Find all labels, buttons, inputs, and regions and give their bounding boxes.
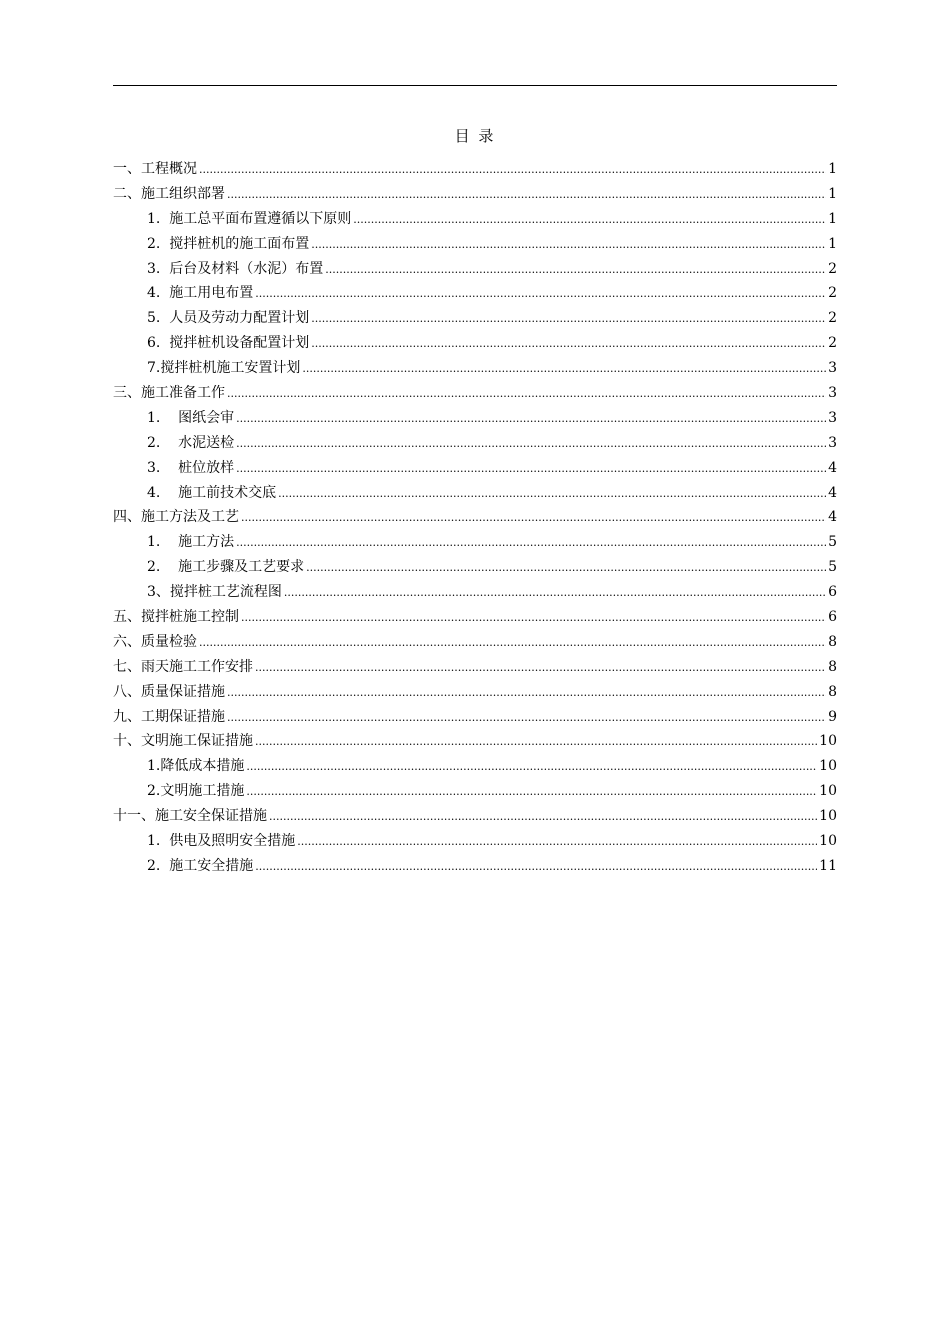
toc-dot-leader	[227, 681, 826, 706]
toc-dot-leader	[236, 531, 826, 556]
toc-entry[interactable]	[113, 630, 837, 655]
toc-entry-label: 十一、施工安全保证措施	[113, 808, 267, 825]
toc-entry[interactable]	[113, 705, 837, 730]
toc-dot-leader	[236, 407, 826, 432]
toc-entry-page-number: 3	[828, 360, 837, 377]
toc-entry[interactable]	[113, 331, 837, 356]
toc-entry-label: 十、文明施工保证措施	[113, 733, 253, 750]
toc-entry[interactable]	[113, 356, 837, 381]
toc-entry[interactable]	[113, 580, 837, 605]
toc-entry-page-number: 10	[819, 758, 837, 775]
toc-entry-page-number: 3	[828, 434, 837, 451]
toc-entry-label: 3. 桩位放样	[147, 459, 235, 476]
toc-entry-label: 2.文明施工措施	[147, 783, 245, 800]
toc-dot-leader	[199, 631, 826, 656]
toc-dot-leader	[302, 357, 826, 382]
toc-dot-leader	[255, 730, 817, 755]
toc-entry-label: 5. 人员及劳动力配置计划	[147, 310, 310, 327]
toc-entry-label: 二、施工组织部署	[113, 185, 225, 202]
toc-dot-leader	[311, 307, 826, 332]
toc-entry-label: 4. 施工用电布置	[147, 285, 254, 302]
toc-entry-page-number: 8	[828, 633, 837, 650]
toc-entry[interactable]	[113, 754, 837, 779]
toc-entry-page-number: 3	[828, 385, 837, 402]
toc-entry[interactable]	[113, 530, 837, 555]
toc-dot-leader	[227, 183, 826, 208]
toc-entry[interactable]	[113, 456, 837, 481]
toc-entry[interactable]	[113, 655, 837, 680]
toc-entry[interactable]	[113, 381, 837, 406]
toc-entry-label: 1. 施工方法	[147, 534, 235, 551]
toc-entry-label: 7.搅拌桩机施工安置计划	[147, 360, 301, 377]
toc-dot-leader	[227, 382, 826, 407]
toc-entry-page-number: 1	[828, 161, 837, 177]
toc-entry-page-number: 1	[828, 210, 837, 227]
toc-entry-label: 3、搅拌桩工艺流程图	[147, 584, 282, 601]
toc-entry-label: 1. 图纸会审	[147, 409, 235, 426]
toc-dot-leader	[227, 706, 826, 731]
toc-dot-leader	[246, 755, 817, 780]
toc-entry-label: 四、施工方法及工艺	[113, 509, 239, 526]
toc-entry-page-number: 4	[828, 509, 837, 526]
toc-entry-label: 6. 搅拌桩机设备配置计划	[147, 335, 310, 352]
toc-entry[interactable]	[113, 306, 837, 331]
toc-entry-page-number: 2	[828, 260, 837, 277]
toc-entry[interactable]	[113, 232, 837, 257]
toc-entry-label: 一、工程概况	[113, 161, 197, 177]
toc-dot-leader	[241, 606, 826, 631]
toc-dot-leader	[284, 581, 826, 606]
toc-entry[interactable]	[113, 804, 837, 829]
toc-entry-page-number: 5	[828, 559, 837, 576]
toc-entry-page-number: 2	[828, 310, 837, 327]
toc-entry-label: 4. 施工前技术交底	[147, 484, 277, 501]
toc-entry-label: 2. 施工安全措施	[147, 857, 254, 874]
toc-title: 目 录	[454, 127, 496, 145]
toc-entry-page-number: 10	[819, 783, 837, 800]
toc-entry[interactable]	[113, 281, 837, 306]
toc-dot-leader	[278, 482, 826, 507]
toc-entry-label: 三、施工准备工作	[113, 385, 225, 402]
toc-entry-label: 五、搅拌桩施工控制	[113, 609, 239, 626]
toc-entry-page-number: 10	[819, 808, 837, 825]
toc-entry-page-number: 9	[828, 708, 837, 725]
toc-entry-page-number: 10	[819, 733, 837, 750]
toc-dot-leader	[241, 506, 826, 531]
table-of-contents	[113, 157, 837, 879]
toc-entry-page-number: 1	[828, 235, 837, 252]
toc-entry-label: 1. 施工总平面布置遵循以下原则	[147, 210, 352, 227]
toc-dot-leader	[306, 556, 826, 581]
toc-dot-leader	[246, 780, 817, 805]
toc-entry-page-number: 8	[828, 683, 837, 700]
toc-entry[interactable]	[113, 406, 837, 431]
toc-entry[interactable]	[113, 481, 837, 506]
toc-dot-leader	[255, 855, 817, 880]
toc-dot-leader	[325, 258, 826, 283]
toc-entry-label: 1. 供电及照明安全措施	[147, 833, 296, 850]
toc-entry-label: 2. 搅拌桩机的施工面布置	[147, 235, 310, 252]
toc-entry[interactable]	[113, 182, 837, 207]
toc-dot-leader	[199, 158, 826, 183]
toc-entry[interactable]	[113, 854, 837, 879]
toc-entry[interactable]	[113, 157, 837, 182]
toc-entry-label: 2. 水泥送检	[147, 434, 235, 451]
toc-entry[interactable]	[113, 207, 837, 232]
toc-entry[interactable]	[113, 829, 837, 854]
toc-entry[interactable]	[113, 680, 837, 705]
toc-entry-page-number: 8	[828, 658, 837, 675]
toc-entry[interactable]	[113, 505, 837, 530]
toc-entry-label: 七、雨天施工工作安排	[113, 658, 253, 675]
toc-entry[interactable]	[113, 605, 837, 630]
toc-entry-page-number: 5	[828, 534, 837, 551]
toc-dot-leader	[353, 208, 826, 233]
toc-entry[interactable]	[113, 431, 837, 456]
toc-entry-page-number: 10	[819, 833, 837, 850]
toc-entry-page-number: 6	[828, 584, 837, 601]
toc-dot-leader	[311, 233, 826, 258]
toc-dot-leader	[311, 332, 826, 357]
toc-entry-label: 2. 施工步骤及工艺要求	[147, 559, 305, 576]
toc-entry-page-number: 2	[828, 285, 837, 302]
toc-dot-leader	[236, 457, 826, 482]
toc-entry-label: 八、质量保证措施	[113, 683, 225, 700]
toc-entry-page-number: 4	[828, 459, 837, 476]
toc-entry[interactable]	[113, 779, 837, 804]
toc-entry-label: 九、工期保证措施	[113, 708, 225, 725]
header-rule	[113, 85, 837, 86]
toc-entry-page-number: 3	[828, 409, 837, 426]
toc-dot-leader	[297, 830, 817, 855]
toc-entry-page-number: 4	[828, 484, 837, 501]
toc-entry[interactable]	[113, 555, 837, 580]
toc-entry-label: 1.降低成本措施	[147, 758, 245, 775]
toc-entry-page-number: 2	[828, 335, 837, 352]
toc-entry-page-number: 1	[828, 185, 837, 202]
toc-entry-page-number: 11	[819, 857, 837, 874]
toc-dot-leader	[236, 432, 826, 457]
toc-entry-label: 3. 后台及材料（水泥）布置	[147, 260, 324, 277]
toc-entry[interactable]	[113, 729, 837, 754]
toc-dot-leader	[269, 805, 817, 830]
toc-entry[interactable]	[113, 257, 837, 282]
toc-dot-leader	[255, 656, 826, 681]
toc-entry-label: 六、质量检验	[113, 633, 197, 650]
toc-entry-page-number: 6	[828, 609, 837, 626]
toc-dot-leader	[255, 282, 826, 307]
